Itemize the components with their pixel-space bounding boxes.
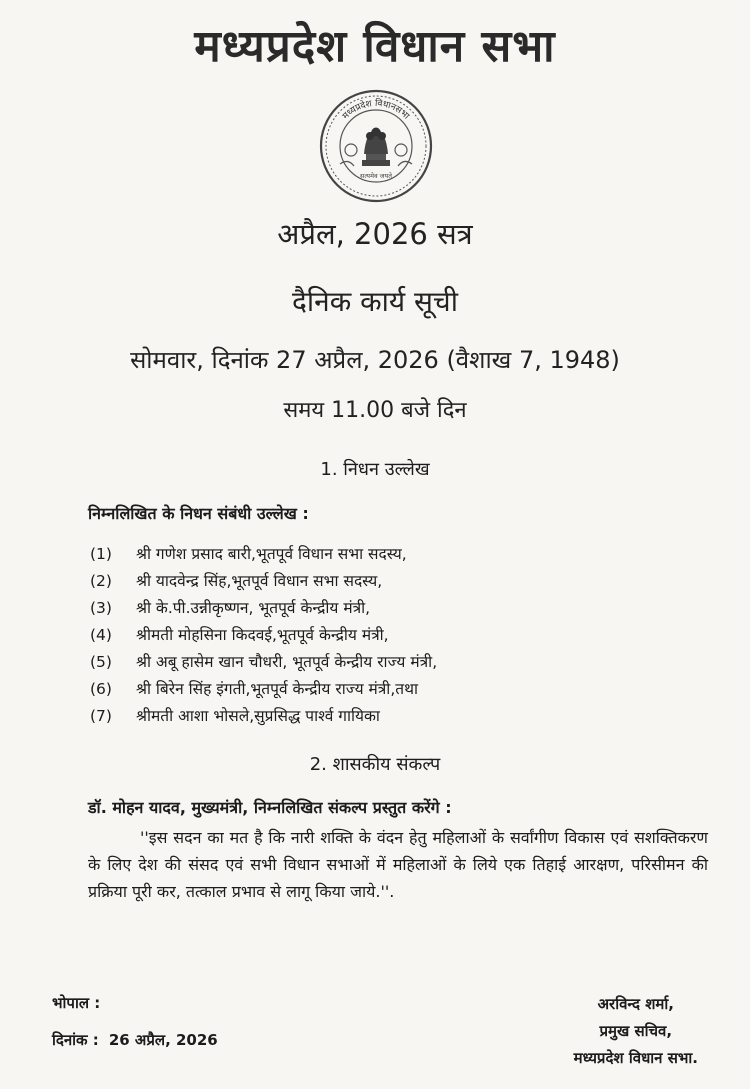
item-text: श्री के.पी.उन्नीकृष्णन, भूतपूर्व केन्द्रीय मंत्री, [136, 599, 371, 617]
item-number: (1) [90, 545, 112, 563]
obituary-item [90, 676, 437, 703]
item-text: श्रीमती आशा भोसले,सुप्रसिद्ध पार्श्व गायिका [136, 707, 380, 725]
obituary-item [90, 595, 437, 622]
issue-date-value: 26 अप्रैल, 2026 [108, 1031, 218, 1049]
resolution-text: ''इस सदन का मत है कि नारी शक्ति के वंदन हेतु महिलाओं के सर्वांगीण विकास एवं सशक्तिकरण के लिए देश की संसद एवं सभी विधान सभाओं में महिलाओं के लिये एक तिहाई आरक्षण, परिसीमन की प्रक्रिया पूरी कर, तत्काल प्रभाव से लागू किया जाये.''. [88, 828, 708, 901]
item-number: (7) [90, 707, 112, 725]
place-label: भोपाल : [52, 994, 101, 1012]
signatory-block [574, 991, 698, 1072]
item-number: (6) [90, 680, 112, 698]
assembly-emblem-seal [318, 88, 434, 204]
issue-date-line [52, 1030, 218, 1050]
assembly-title: मध्यप्रदेश विधान सभा [194, 21, 556, 72]
section-obituary-heading: 1. निधन उल्लेख [320, 459, 430, 480]
obituary-item [90, 541, 437, 568]
obituary-intro: निम्नलिखित के निधन संबंधी उल्लेख : [88, 504, 309, 523]
signatory-name: अरविन्द शर्मा, [597, 995, 674, 1013]
item-number: (2) [90, 572, 112, 590]
session-date-line: सोमवार, दिनांक 27 अप्रैल, 2026 (वैशाख 7, 1948) [130, 346, 620, 374]
resolution-intro: डॉ. मोहन यादव, मुख्यमंत्री, निम्नलिखित संकल्प प्रस्तुत करेंगे : [88, 798, 452, 817]
agenda-title: दैनिक कार्य सूची [292, 285, 458, 318]
session-title: अप्रैल, 2026 सत्र [277, 217, 473, 251]
obituary-item [90, 703, 437, 730]
item-text: श्रीमती मोहसिना किदवई,भूतपूर्व केन्द्रीय मंत्री, [136, 626, 389, 644]
issue-date-label: दिनांक : [52, 1031, 99, 1049]
emblem-motto: सत्यमेव जयते [360, 172, 392, 180]
item-number: (5) [90, 653, 112, 671]
item-number: (4) [90, 626, 112, 644]
item-text: श्री बिरेन सिंह इंगती,भूतपूर्व केन्द्रीय राज्य मंत्री,तथा [136, 680, 419, 698]
session-time-line: समय 11.00 बजे दिन [283, 398, 467, 423]
signatory-organization: मध्यप्रदेश विधान सभा. [573, 1049, 698, 1067]
item-text: श्री यादवेन्द्र सिंह,भूतपूर्व विधान सभा सदस्य, [136, 572, 383, 590]
obituary-list [90, 541, 437, 730]
item-text: श्री गणेश प्रसाद बारी,भूतपूर्व विधान सभा सदस्य, [136, 545, 407, 563]
obituary-item [90, 568, 437, 595]
obituary-item [90, 622, 437, 649]
obituary-item [90, 649, 437, 676]
section-resolution-heading: 2. शासकीय संकल्प [309, 754, 441, 775]
emblem-ring-text: मध्यप्रदेश विधानसभा [340, 98, 411, 122]
item-number: (3) [90, 599, 112, 617]
item-text: श्री अबू हासेम खान चौधरी, भूतपूर्व केन्द्रीय राज्य मंत्री, [136, 653, 438, 671]
signatory-designation: प्रमुख सचिव, [599, 1022, 673, 1040]
